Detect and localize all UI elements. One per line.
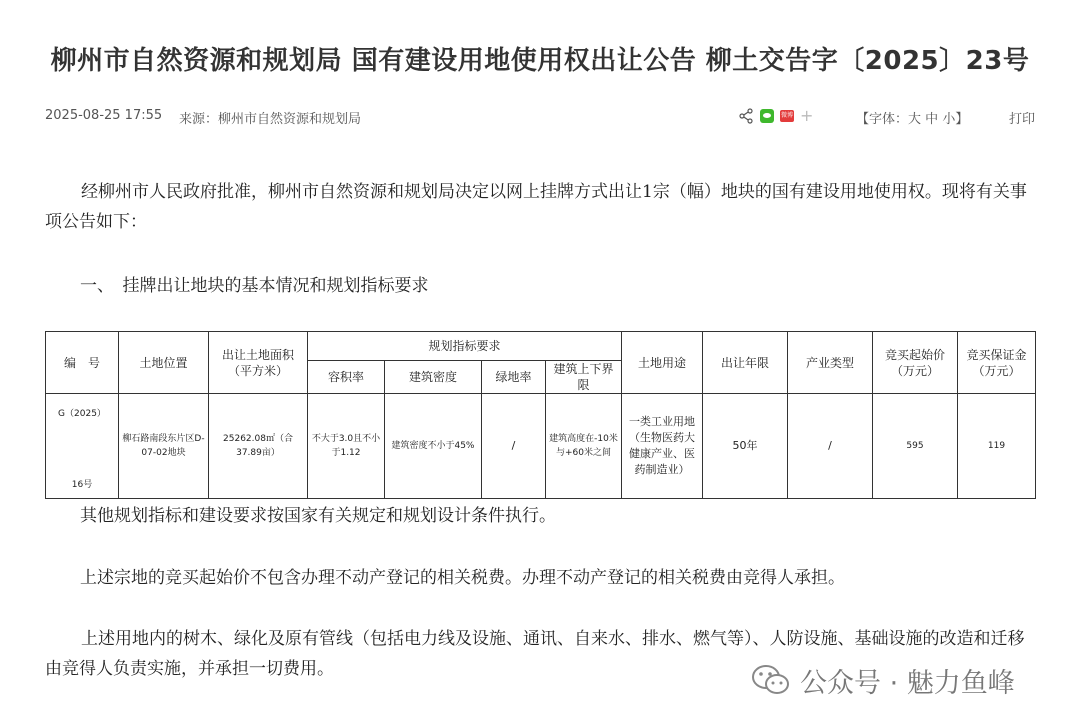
cell-number-top: G（2025） <box>58 408 106 419</box>
font-size-prefix: 【字体： <box>856 112 909 127</box>
intro-paragraph: 经柳州市人民政府批准，柳州市自然资源和规划局决定以网上挂牌方式出让1宗（幅）地块的国有建设用地使用权。现将有关事项公告如下： <box>45 182 1027 232</box>
cell-density: 建筑密度不小于45% <box>385 394 482 499</box>
wechat-icon[interactable] <box>760 109 774 123</box>
share-icon[interactable] <box>738 108 754 124</box>
cell-number-bottom: 16号 <box>71 479 93 490</box>
header-location: 土地位置 <box>119 332 209 394</box>
share-bar <box>738 108 813 124</box>
header-area: 出让土地面积（平方米） <box>209 332 308 394</box>
font-size-large-button[interactable]: 大 <box>908 112 922 127</box>
cell-height: 建筑高度在-10米与+60米之间 <box>546 394 622 499</box>
cell-deposit: 119 <box>958 394 1036 499</box>
paragraph-relocation-note: 上述用地内的树木、绿化及原有管线（包括电力线及设施、通讯、自来水、排水、燃气等）、人防设施、基础设施的改造和迁移由竞得人负责实施，并承担一切费用。 <box>45 629 1025 679</box>
plus-icon[interactable]: + <box>800 106 814 125</box>
cell-number <box>46 394 119 499</box>
cell-use: 一类工业用地（生物医药大健康产业、医药制造业） <box>622 394 703 499</box>
article-meta <box>45 108 1035 128</box>
cell-industry: / <box>788 394 873 499</box>
header-height: 建筑上下界限 <box>546 361 622 394</box>
cell-green: / <box>482 394 546 499</box>
publish-date: 2025-08-25 17:55 <box>45 108 163 123</box>
page-title: 柳州市自然资源和规划局 国有建设用地使用权出让公告 柳土交告字〔2025〕23号 <box>50 46 1030 76</box>
watermark <box>752 660 1015 700</box>
font-size-small-button[interactable]: 小 <box>942 112 956 127</box>
header-start-price: 竞买起始价（万元） <box>873 332 958 394</box>
paragraph-tax-note: 上述宗地的竞买起始价不包含办理不动产登记的相关税费。办理不动产登记的相关税费由竞得人承担。 <box>80 568 845 588</box>
header-term: 出让年限 <box>703 332 788 394</box>
cell-far: 不大于3.0且不小于1.12 <box>308 394 385 499</box>
header-number: 编 号 <box>46 332 119 394</box>
section-heading: 一、 挂牌出让地块的基本情况和规划指标要求 <box>80 276 429 296</box>
font-size-suffix: 】 <box>955 112 969 127</box>
font-size-medium-button[interactable]: 中 <box>925 112 939 127</box>
header-planning: 规划指标要求 <box>308 332 622 361</box>
weibo-icon[interactable]: 微博 <box>780 110 794 122</box>
cell-area: 25262.08㎡（合37.89亩） <box>209 394 308 499</box>
wechat-logo-icon <box>752 664 790 696</box>
print-button[interactable]: 打印 <box>1008 112 1035 127</box>
header-density: 建筑密度 <box>385 361 482 394</box>
cell-term: 50年 <box>703 394 788 499</box>
table-row <box>46 394 1036 499</box>
header-industry: 产业类型 <box>788 332 873 394</box>
watermark-text: 公众号 · 魅力鱼峰 <box>800 667 1015 699</box>
paragraph-other-indicators: 其他规划指标和建设要求按国家有关规定和规划设计条件执行。 <box>80 506 556 526</box>
header-far: 容积率 <box>308 361 385 394</box>
land-info-table <box>45 331 1036 499</box>
header-green: 绿地率 <box>482 361 546 394</box>
source-label: 来源：柳州市自然资源和规划局 <box>179 112 362 127</box>
header-use: 土地用途 <box>622 332 703 394</box>
cell-location: 柳石路南段东片区D-07-02地块 <box>119 394 209 499</box>
cell-start-price: 595 <box>873 394 958 499</box>
header-deposit: 竞买保证金（万元） <box>958 332 1036 394</box>
font-size-control <box>856 108 968 127</box>
